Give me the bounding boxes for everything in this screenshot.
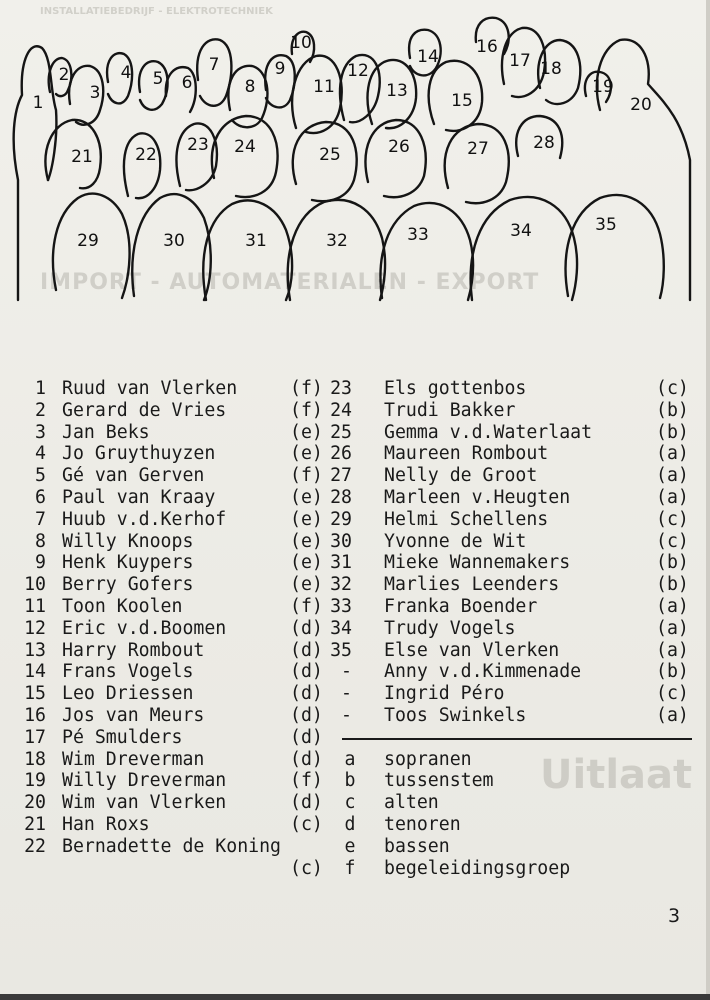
member-number: 25 (330, 421, 352, 443)
legend-key: e (344, 835, 356, 857)
figure-number-15: 15 (451, 91, 473, 111)
member-name: Trudy Vogels (384, 617, 516, 639)
member-name: Harry Rombout (62, 639, 205, 661)
member-number: 3 (35, 421, 46, 443)
member-number: 24 (330, 399, 352, 421)
member-number: 23 (330, 378, 352, 399)
legend-label: tenoren (384, 814, 461, 835)
member-number: 26 (330, 443, 352, 465)
member-number: 21 (24, 814, 46, 835)
member-number: 19 (24, 770, 46, 792)
member-number: 32 (330, 574, 352, 596)
member-voice: (b) (656, 552, 689, 574)
member-name: Bernadette de Koning (62, 835, 281, 857)
choir-silhouette-diagram (0, 0, 710, 310)
figure-number-5: 5 (152, 69, 164, 89)
member-number: 33 (330, 596, 352, 617)
member-name: Ingrid Péro (384, 683, 505, 705)
member-voice: (c) (290, 814, 323, 835)
figure-number-30: 30 (163, 231, 185, 251)
figure-number-10: 10 (290, 33, 312, 53)
figure-number-16: 16 (476, 37, 498, 57)
member-number: 28 (330, 487, 352, 508)
member-voice: (d) (290, 639, 323, 661)
figure-number-9: 9 (274, 59, 286, 79)
member-name: Toon Koolen (62, 596, 183, 617)
member-number: 5 (35, 465, 46, 487)
figure-number-23: 23 (187, 135, 209, 155)
member-name: Toos Swinkels (384, 705, 527, 726)
member-voice: (a) (656, 487, 689, 508)
member-name: Leo Driessen (62, 683, 194, 705)
member-number: 6 (35, 487, 46, 508)
member-number: 4 (35, 443, 46, 465)
member-number: 22 (24, 835, 46, 857)
legend-divider (342, 738, 692, 740)
legend-label: bassen (384, 835, 450, 857)
figure-number-6: 6 (181, 73, 193, 93)
member-name: Pé Smulders (62, 726, 183, 748)
member-name: Berry Gofers (62, 574, 194, 596)
figure-number-20: 20 (630, 95, 652, 115)
page-number: 3 (668, 905, 681, 927)
member-name: Gé van Gerven (62, 465, 205, 487)
figure-outline-34 (471, 197, 577, 300)
member-number: 35 (330, 639, 352, 661)
member-voice: (e) (290, 552, 323, 574)
member-voice: (c) (290, 857, 323, 879)
member-name: Gemma v.d.Waterlaat (384, 421, 593, 443)
member-voice: (e) (290, 574, 323, 596)
legend-label: begeleidingsgroep (384, 857, 571, 879)
member-voice: (a) (656, 617, 689, 639)
figure-number-29: 29 (77, 231, 99, 251)
member-number: 9 (35, 552, 46, 574)
member-voice: (f) (290, 378, 323, 399)
figure-number-13: 13 (386, 81, 408, 101)
figure-number-2: 2 (58, 65, 70, 85)
member-list (0, 378, 710, 898)
legend-key: a (344, 748, 356, 770)
member-number: 29 (330, 508, 352, 530)
member-name: Helmi Schellens (384, 508, 549, 530)
member-voice: (e) (290, 443, 323, 465)
figure-outline-35 (566, 195, 664, 298)
member-name: Gerard de Vries (62, 399, 227, 421)
member-name: Anny v.d.Kimmenade (384, 661, 582, 683)
figure-number-25: 25 (319, 145, 341, 165)
member-voice: (c) (656, 378, 689, 399)
member-name: Henk Kuypers (62, 552, 194, 574)
member-voice: (d) (290, 792, 323, 814)
figure-number-17: 17 (509, 51, 531, 71)
page-edge (706, 0, 710, 1000)
legend-label: tussenstem (384, 770, 494, 792)
figure-number-33: 33 (407, 225, 429, 245)
member-number: 14 (24, 661, 46, 683)
legend-key: b (344, 770, 356, 792)
member-number: 12 (24, 617, 46, 639)
figure-outline-33 (380, 203, 473, 300)
bleed-through-heading: IMPORT - AUTOMATERIALEN - EXPORT (40, 270, 540, 295)
member-number: 10 (24, 574, 46, 596)
figure-number-19: 19 (592, 77, 614, 97)
figure-outline-27 (445, 124, 509, 203)
member-voice: (d) (290, 705, 323, 726)
member-voice: (a) (656, 443, 689, 465)
member-name: Mieke Wannemakers (384, 552, 571, 574)
figure-number-21: 21 (71, 147, 93, 167)
figure-number-8: 8 (244, 77, 256, 97)
figure-number-24: 24 (234, 137, 256, 157)
legend-key: f (344, 857, 356, 879)
figure-outline-22 (124, 133, 160, 198)
member-name: Jan Beks (62, 421, 150, 443)
member-number: 15 (24, 683, 46, 705)
member-voice: (a) (656, 705, 689, 726)
figure-number-34: 34 (510, 221, 532, 241)
member-name: Wim Dreverman (62, 748, 205, 770)
figure-number-1: 1 (32, 93, 44, 113)
legend-label: alten (384, 792, 439, 814)
member-name: Jos van Meurs (62, 705, 205, 726)
figure-number-12: 12 (347, 61, 369, 81)
member-number: - (341, 705, 352, 726)
figure-number-3: 3 (89, 83, 101, 103)
figure-number-4: 4 (120, 63, 132, 83)
figure-number-28: 28 (533, 133, 555, 153)
member-number: 16 (24, 705, 46, 726)
member-voice: (a) (656, 465, 689, 487)
member-name: Else van Vlerken (384, 639, 560, 661)
member-name: Els gottenbos (384, 378, 527, 399)
member-voice: (e) (290, 421, 323, 443)
member-voice: (b) (656, 421, 689, 443)
member-number: - (341, 661, 352, 683)
figure-number-27: 27 (467, 139, 489, 159)
member-voice: (b) (656, 399, 689, 421)
bleed-through-title: Uitlaat (540, 752, 693, 798)
member-name: Ruud van Vlerken (62, 378, 238, 399)
member-voice: (b) (656, 574, 689, 596)
member-voice: (d) (290, 617, 323, 639)
figure-number-22: 22 (135, 145, 157, 165)
member-voice: (d) (290, 661, 323, 683)
figure-number-26: 26 (388, 137, 410, 157)
member-name: Willy Dreverman (62, 770, 227, 792)
member-name: Yvonne de Wit (384, 530, 527, 552)
member-voice: (e) (290, 508, 323, 530)
member-name: Marleen v.Heugten (384, 487, 571, 508)
member-number: 11 (24, 596, 46, 617)
member-voice: (e) (290, 530, 323, 552)
member-name: Marlies Leenders (384, 574, 560, 596)
member-voice: (f) (290, 770, 323, 792)
member-number: 30 (330, 530, 352, 552)
member-name: Eric v.d.Boomen (62, 617, 227, 639)
member-number: 18 (24, 748, 46, 770)
member-number: 34 (330, 617, 352, 639)
member-voice: (f) (290, 465, 323, 487)
member-number: 2 (35, 399, 46, 421)
member-name: Wim van Vlerken (62, 792, 227, 814)
member-number: 7 (35, 508, 46, 530)
member-number: 20 (24, 792, 46, 814)
member-number: 13 (24, 639, 46, 661)
member-voice: (e) (290, 487, 323, 508)
figure-number-14: 14 (417, 47, 439, 67)
member-number: 1 (35, 378, 46, 399)
member-name: Han Roxs (62, 814, 150, 835)
member-number: 8 (35, 530, 46, 552)
figure-number-11: 11 (313, 77, 335, 97)
member-name: Nelly de Groot (384, 465, 538, 487)
member-name: Jo Gruythuyzen (62, 443, 216, 465)
member-name: Huub v.d.Kerhof (62, 508, 227, 530)
member-voice: (f) (290, 399, 323, 421)
member-name: Trudi Bakker (384, 399, 516, 421)
member-name: Paul van Kraay (62, 487, 216, 508)
legend-key: d (344, 814, 356, 835)
figure-number-32: 32 (326, 231, 348, 251)
member-voice: (c) (656, 683, 689, 705)
figure-number-7: 7 (208, 55, 220, 75)
member-name: Frans Vogels (62, 661, 194, 683)
member-name: Franka Boender (384, 596, 538, 617)
legend-key: c (344, 792, 356, 814)
member-voice: (a) (656, 596, 689, 617)
figure-number-31: 31 (245, 231, 267, 251)
member-voice: (b) (656, 661, 689, 683)
member-number: 27 (330, 465, 352, 487)
figure-number-18: 18 (540, 59, 562, 79)
member-voice: (c) (656, 530, 689, 552)
member-voice: (a) (656, 639, 689, 661)
member-number: - (341, 683, 352, 705)
member-voice: (d) (290, 748, 323, 770)
figure-number-35: 35 (595, 215, 617, 235)
member-name: Willy Knoops (62, 530, 194, 552)
member-number: 31 (330, 552, 352, 574)
member-voice: (c) (656, 508, 689, 530)
scan-border (0, 994, 710, 1000)
bleed-through-header: INSTALLATIEBEDRIJF - ELEKTROTECHNIEK (40, 6, 273, 17)
figure-outline-26 (366, 120, 426, 197)
legend-label: sopranen (384, 748, 472, 770)
member-voice: (d) (290, 683, 323, 705)
member-voice: (f) (290, 596, 323, 617)
member-voice: (d) (290, 726, 323, 748)
member-name: Maureen Rombout (384, 443, 549, 465)
member-number: 17 (24, 726, 46, 748)
